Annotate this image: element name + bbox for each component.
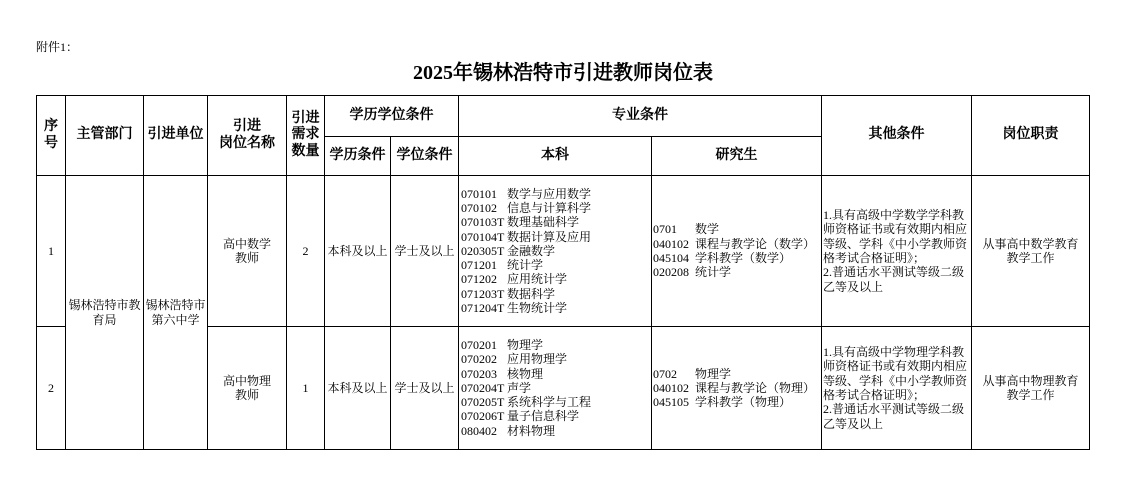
- row-2-count-value: 1: [302, 380, 309, 395]
- major-item: [461, 215, 591, 229]
- major-code: 020208: [653, 265, 689, 280]
- major-item: [653, 237, 815, 251]
- row-1-post-name: [207, 175, 287, 327]
- row-2-seq: [36, 326, 66, 450]
- header-department: [65, 95, 144, 176]
- row-1-education-value: 本科及以上: [327, 243, 388, 258]
- major-name: 统计学: [507, 258, 544, 273]
- header-postgraduate: [651, 136, 822, 176]
- header-degree: [390, 136, 459, 176]
- row-2-post-name-value: 高中物理 教师: [222, 373, 271, 402]
- condition-item: 1.具有高级中学物理学科教师资格证书或有效期内相应等级、学科《中小学教师资格考试合格证明》；: [823, 345, 968, 402]
- major-code: 070201: [461, 337, 497, 352]
- major-code: 070102: [461, 200, 497, 215]
- major-name: 课程与教学论（数学）: [695, 236, 816, 251]
- row-2-bachelor-majors: [458, 326, 652, 450]
- major-item: [461, 244, 591, 258]
- major-name: 金融数学: [507, 243, 556, 258]
- row-1-seq-value: 1: [48, 243, 54, 258]
- postgraduate-major-list: [653, 367, 815, 410]
- header-unit-label: 引进单位: [147, 127, 204, 143]
- major-code: 070101: [461, 186, 497, 201]
- condition-item: 2.普通话水平测试等级二级乙等及以上: [823, 402, 965, 431]
- header-other-conditions: [821, 95, 972, 176]
- major-name: 物理学: [695, 366, 732, 381]
- header-count: [286, 95, 325, 176]
- bachelor-major-list: [461, 338, 591, 438]
- other-conditions-text: [823, 345, 970, 431]
- row-2-degree: [390, 326, 459, 450]
- header-unit: [143, 95, 208, 176]
- major-item: [461, 301, 591, 315]
- major-name: 系统科学与工程: [507, 395, 592, 410]
- postgraduate-major-list: [653, 222, 815, 279]
- major-item: [461, 338, 591, 352]
- header-bachelor-label: 本科: [541, 147, 569, 163]
- major-code: 071202: [461, 272, 497, 287]
- header-seq: [36, 95, 66, 176]
- row-1-education: [324, 175, 391, 327]
- major-name: 课程与教学论（物理）: [695, 380, 816, 395]
- row-1-postgraduate-majors: [651, 175, 822, 327]
- major-item: [653, 367, 815, 381]
- header-education: [324, 136, 391, 176]
- header-education-group-label: 学历学位条件: [349, 107, 434, 123]
- major-name: 材料物理: [507, 423, 556, 438]
- major-name: 应用统计学: [507, 272, 568, 287]
- major-item: [653, 395, 815, 409]
- row-2-duty-value: 从事高中物理教育 教学工作: [982, 373, 1079, 402]
- other-conditions-text: [823, 208, 970, 294]
- major-item: [461, 352, 591, 366]
- row-1-bachelor-majors: [458, 175, 652, 327]
- header-count-label: 引进需求数量: [291, 110, 320, 159]
- header-major-group: [458, 95, 822, 137]
- major-name: 统计学: [695, 265, 732, 280]
- header-duty-label: 岗位职责: [1002, 127, 1059, 143]
- major-code: 071201: [461, 258, 497, 273]
- major-code: 045104: [653, 251, 689, 265]
- header-other-conditions-label: 其他条件: [868, 127, 925, 143]
- row-2-other-conditions: [821, 326, 972, 450]
- major-code: 070203: [461, 366, 497, 381]
- major-item: [461, 409, 591, 423]
- position-table: [36, 95, 1090, 450]
- major-item: [461, 187, 591, 201]
- row-2-duty: [971, 326, 1090, 450]
- row-2-postgraduate-majors: [651, 326, 822, 450]
- major-item: [653, 265, 815, 279]
- row-2-education: [324, 326, 391, 450]
- row-1-count: [286, 175, 325, 327]
- attachment-label: 附件1：: [36, 40, 79, 54]
- major-item: [461, 424, 591, 438]
- header-duty: [971, 95, 1090, 176]
- row-1-post-name-value: 高中数学 教师: [222, 236, 271, 265]
- major-name: 数理基础科学: [507, 215, 580, 230]
- unit-cell: [143, 175, 208, 450]
- row-1-degree: [390, 175, 459, 327]
- major-code: 071203T: [461, 286, 505, 301]
- row-1-duty-value: 从事高中数学教育 教学工作: [982, 236, 1079, 265]
- major-item: [653, 251, 815, 265]
- major-item: [461, 381, 591, 395]
- header-seq-label: 序号: [44, 119, 58, 151]
- header-department-label: 主管部门: [76, 127, 133, 143]
- major-code: 070204T: [461, 380, 505, 395]
- row-2-count: [286, 326, 325, 450]
- major-code: 070103T: [461, 215, 505, 230]
- major-item: [461, 201, 591, 215]
- major-name: 学科教学（物理）: [695, 395, 792, 410]
- major-name: 应用物理学: [507, 352, 568, 367]
- major-name: 信息与计算科学: [507, 200, 592, 215]
- major-code: 020305T: [461, 243, 505, 258]
- major-code: 070104T: [461, 229, 505, 244]
- major-item: [461, 230, 591, 244]
- header-post-name: [207, 95, 287, 176]
- header-bachelor: [458, 136, 652, 176]
- header-education-label: 学历条件: [329, 147, 386, 163]
- major-code: 070205T: [461, 395, 505, 410]
- header-education-group: [324, 95, 459, 137]
- major-code: 0701: [653, 222, 677, 237]
- row-1-duty: [971, 175, 1090, 327]
- major-item: [653, 222, 815, 236]
- row-1-count-value: 2: [302, 243, 309, 258]
- major-code: 0702: [653, 366, 677, 381]
- department-cell: [65, 175, 144, 450]
- major-item: [461, 367, 591, 381]
- major-item: [461, 258, 591, 272]
- major-name: 物理学: [507, 337, 544, 352]
- unit-name: 锡林浩特市第六中学: [145, 298, 206, 327]
- major-name: 数据计算及应用: [507, 229, 592, 244]
- major-name: 量子信息科学: [507, 409, 580, 424]
- department-name: 锡林浩特市教育局: [68, 298, 141, 327]
- major-name: 生物统计学: [507, 301, 568, 316]
- row-2-education-value: 本科及以上: [327, 380, 388, 395]
- header-major-group-label: 专业条件: [612, 107, 668, 123]
- major-code: 070206T: [461, 409, 505, 424]
- major-name: 声学: [507, 380, 532, 395]
- major-code: 070202: [461, 352, 497, 367]
- major-name: 数学与应用数学: [507, 186, 592, 201]
- row-1-other-conditions: [821, 175, 972, 327]
- major-name: 数据科学: [507, 286, 556, 301]
- major-code: 040102: [653, 236, 689, 251]
- major-name: 核物理: [507, 366, 544, 381]
- major-name: 数学: [695, 222, 720, 237]
- major-code: 080402: [461, 423, 497, 438]
- major-item: [461, 287, 591, 301]
- condition-item: 2.普通话水平测试等级二级乙等及以上: [823, 265, 965, 294]
- header-post-name-label: 引进 岗位名称: [219, 119, 275, 151]
- major-item: [653, 381, 815, 395]
- major-code: 040102: [653, 380, 689, 395]
- major-code: 045105: [653, 395, 689, 410]
- row-2-degree-value: 学士及以上: [394, 380, 455, 395]
- page-title: 2025年锡林浩特市引进教师岗位表: [413, 62, 713, 84]
- row-1-degree-value: 学士及以上: [394, 243, 455, 258]
- major-item: [461, 395, 591, 409]
- header-postgraduate-label: 研究生: [715, 147, 758, 163]
- bachelor-major-list: [461, 187, 591, 316]
- major-name: 学科教学（数学）: [695, 251, 792, 265]
- row-2-seq-value: 2: [48, 380, 54, 395]
- major-code: 071204T: [461, 301, 505, 316]
- major-item: [461, 272, 591, 286]
- row-1-seq: [36, 175, 66, 327]
- header-degree-label: 学位条件: [396, 147, 453, 163]
- row-2-post-name: [207, 326, 287, 450]
- condition-item: 1.具有高级中学数学学科教师资格证书或有效期内相应等级、学科《中小学教师资格考试合格证明》；: [823, 208, 968, 265]
